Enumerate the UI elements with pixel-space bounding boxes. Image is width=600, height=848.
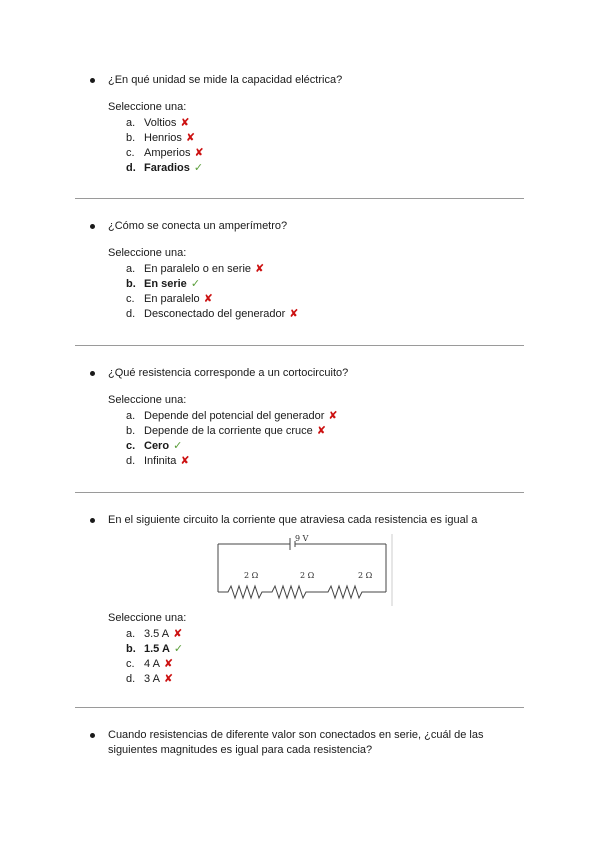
cross-icon: ✘ [194, 147, 204, 159]
option-label: Depende de la corriente que cruce [144, 425, 313, 437]
check-icon: ✓ [193, 162, 204, 174]
option-label: Cero [144, 440, 170, 452]
option-c[interactable]: c. Amperios ✘ [126, 147, 204, 159]
check-icon: ✓ [190, 278, 201, 290]
option-label: 1.5 A [144, 643, 170, 655]
option-d[interactable]: d. Infinita ✘ [126, 455, 190, 467]
option-label: Desconectado del generador [144, 308, 286, 320]
question-4-header [90, 513, 510, 528]
question-3-header [90, 366, 510, 381]
option-label: Depende del potencial del generador [144, 410, 325, 422]
option-c[interactable]: c. En paralelo ✘ [126, 293, 213, 305]
question-text: ¿Qué resistencia corresponde a un cortocircuito? [108, 367, 349, 379]
cross-icon: ✘ [180, 455, 190, 467]
cross-icon: ✘ [289, 308, 299, 320]
divider [75, 492, 524, 493]
option-label: Amperios [144, 147, 191, 159]
option-d[interactable]: d. Faradios ✓ [126, 162, 204, 174]
option-b[interactable]: b. En serie ✓ [126, 278, 201, 290]
check-icon: ✓ [173, 643, 184, 655]
question-2 [90, 219, 510, 322]
option-c[interactable]: c. 4 A ✘ [126, 658, 174, 670]
option-b[interactable]: b. 1.5 A ✓ [126, 643, 184, 655]
question-1-header [90, 73, 510, 88]
select-prompt: Seleccione una: [108, 247, 187, 259]
question-5-header [90, 728, 510, 758]
option-d[interactable]: d. 3 A ✘ [126, 673, 174, 685]
cross-icon: ✘ [328, 410, 338, 422]
option-label: En serie [144, 278, 187, 290]
bullet-icon [90, 518, 95, 523]
cross-icon: ✘ [173, 628, 183, 640]
resistor-label: 2 Ω [358, 571, 373, 580]
option-c[interactable]: c. Cero ✓ [126, 440, 183, 452]
question-text: ¿Cómo se conecta un amperímetro? [108, 220, 288, 232]
option-label: 3.5 A [144, 628, 170, 640]
bullet-icon [90, 224, 95, 229]
question-text: En el siguiente circuito la corriente que atraviesa cada resistencia es igual a [108, 514, 478, 526]
option-label: En paralelo [144, 293, 200, 305]
options-list [90, 409, 510, 469]
question-3 [90, 366, 510, 469]
cross-icon: ✘ [316, 425, 326, 437]
option-label: Henrios [144, 132, 182, 144]
resistor-label: 2 Ω [300, 571, 315, 580]
voltage-label: 9 V [295, 534, 309, 543]
bullet-icon [90, 78, 95, 83]
option-b[interactable]: b. Henrios ✘ [126, 132, 196, 144]
options-list [90, 262, 510, 322]
option-a[interactable]: a. En paralelo o en serie ✘ [126, 263, 265, 275]
option-d[interactable]: d. Desconectado del generador ✘ [126, 308, 299, 320]
select-prompt: Seleccione una: [108, 394, 187, 406]
question-text: ¿En qué unidad se mide la capacidad eléctrica? [108, 74, 343, 86]
resistor-label: 2 Ω [244, 571, 259, 580]
options-list [90, 116, 510, 176]
option-b[interactable]: b. Depende de la corriente que cruce ✘ [126, 425, 326, 437]
resistors [218, 586, 386, 598]
select-prompt: Seleccione una: [108, 101, 187, 113]
cross-icon: ✘ [185, 132, 196, 144]
cross-icon: ✘ [180, 117, 190, 129]
option-a[interactable]: a. 3.5 A ✘ [126, 628, 183, 640]
option-label: 3 A [144, 673, 160, 685]
option-label: Faradios [144, 162, 190, 174]
cross-icon: ✘ [163, 673, 174, 685]
option-label: Infinita [144, 455, 177, 467]
question-text: Cuando resistencias de diferente valor son conectados en serie, ¿cuál de las siguientes magnitudes es igual para cada resistencia? [108, 729, 484, 756]
check-icon: ✓ [173, 440, 183, 452]
bullet-icon [90, 733, 95, 738]
option-a[interactable]: a. Voltios ✘ [126, 117, 190, 129]
divider [75, 707, 524, 708]
option-a[interactable]: a. Depende del potencial del generador ✘ [126, 410, 338, 422]
divider [75, 198, 524, 199]
option-label: En paralelo o en serie [144, 263, 252, 275]
question-2-header [90, 219, 510, 234]
options-list [90, 627, 510, 687]
option-label: 4 A [144, 658, 160, 670]
circuit-diagram [198, 534, 398, 606]
select-prompt: Seleccione una: [108, 612, 187, 624]
bullet-icon [90, 371, 95, 376]
cross-icon: ✘ [163, 658, 174, 670]
option-label: Voltios [144, 117, 177, 129]
cross-icon: ✘ [203, 293, 213, 305]
cross-icon: ✘ [255, 263, 265, 275]
divider [75, 345, 524, 346]
question-1 [90, 73, 510, 176]
question-4 [90, 513, 510, 687]
question-5 [90, 728, 510, 758]
